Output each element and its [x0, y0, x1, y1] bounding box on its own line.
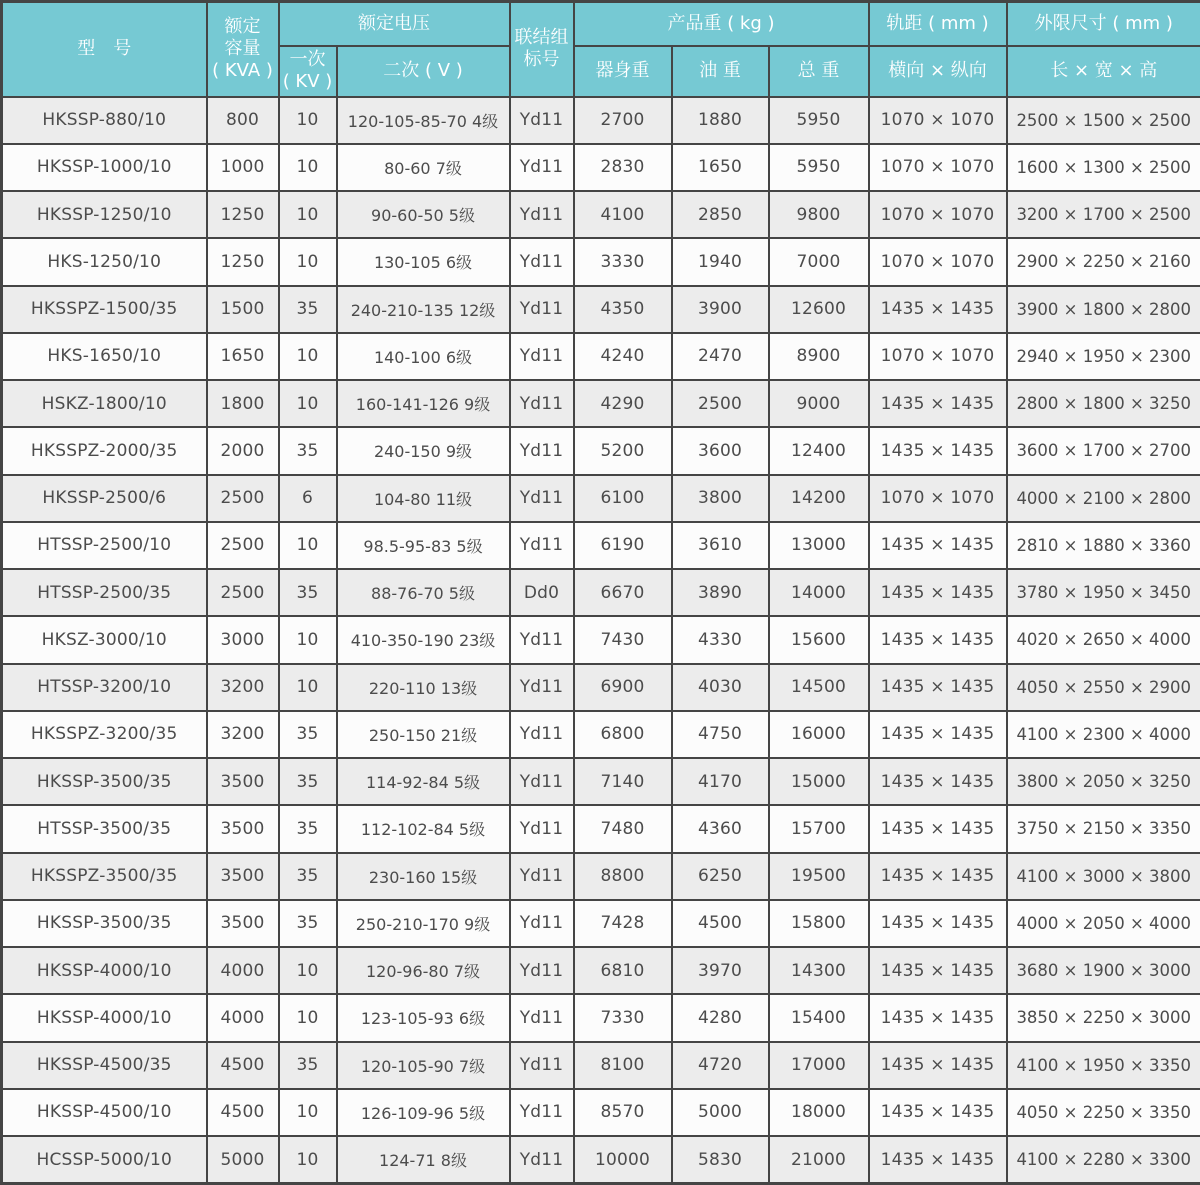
- connection-cell: Yd11: [510, 758, 574, 805]
- table-row: [2, 427, 1200, 474]
- col-header-total-weight: 总 重: [769, 46, 869, 97]
- oil-weight-cell: 5000: [672, 1089, 769, 1136]
- secondary-voltage-cell: 120-96-80 7级: [337, 947, 510, 994]
- gauge-cell: 1435 × 1435: [869, 286, 1007, 333]
- oil-weight-cell: 4030: [672, 664, 769, 711]
- col-header-dimensions-sub: 长 × 宽 × 高: [1007, 46, 1200, 97]
- secondary-voltage-cell: 230-160 15级: [337, 853, 510, 900]
- capacity-cell: 2000: [207, 427, 279, 474]
- capacity-cell: 1250: [207, 238, 279, 285]
- capacity-cell: 1000: [207, 144, 279, 191]
- connection-label-line1: 联结组: [514, 27, 569, 49]
- gauge-cell: 1435 × 1435: [869, 380, 1007, 427]
- oil-weight-cell: 4330: [672, 616, 769, 663]
- table-row: [2, 522, 1200, 569]
- capacity-cell: 4000: [207, 994, 279, 1041]
- primary-voltage-cell: 10: [279, 191, 337, 238]
- gauge-cell: 1435 × 1435: [869, 947, 1007, 994]
- connection-cell: Yd11: [510, 427, 574, 474]
- col-header-voltage-group: 额定电压: [279, 2, 510, 46]
- primary-voltage-cell: 35: [279, 711, 337, 758]
- capacity-cell: 1800: [207, 380, 279, 427]
- capacity-cell: 800: [207, 97, 279, 144]
- connection-cell: Yd11: [510, 333, 574, 380]
- connection-cell: Yd11: [510, 805, 574, 852]
- body-weight-cell: 6810: [574, 947, 672, 994]
- body-weight-cell: 6100: [574, 475, 672, 522]
- oil-weight-cell: 4750: [672, 711, 769, 758]
- gauge-cell: 1435 × 1435: [869, 1042, 1007, 1089]
- model-cell: HKSSP-3500/35: [2, 900, 207, 947]
- secondary-voltage-cell: 240-150 9级: [337, 427, 510, 474]
- dimensions-cell: 4100 × 2300 × 4000: [1007, 711, 1200, 758]
- secondary-voltage-cell: 410-350-190 23级: [337, 616, 510, 663]
- gauge-cell: 1435 × 1435: [869, 569, 1007, 616]
- table-row: [2, 853, 1200, 900]
- connection-cell: Yd11: [510, 900, 574, 947]
- connection-label-line2: 标号: [523, 49, 560, 71]
- primary-voltage-cell: 10: [279, 947, 337, 994]
- secondary-voltage-cell: 120-105-85-70 4级: [337, 97, 510, 144]
- capacity-cell: 1250: [207, 191, 279, 238]
- total-weight-cell: 9800: [769, 191, 869, 238]
- secondary-voltage-cell: 124-71 8级: [337, 1136, 510, 1184]
- table-row: [2, 238, 1200, 285]
- model-cell: HKSZ-3000/10: [2, 616, 207, 663]
- secondary-voltage-cell: 220-110 13级: [337, 664, 510, 711]
- total-weight-cell: 14200: [769, 475, 869, 522]
- dimensions-cell: 4000 × 2100 × 2800: [1007, 475, 1200, 522]
- total-weight-cell: 17000: [769, 1042, 869, 1089]
- total-weight-cell: 21000: [769, 1136, 869, 1184]
- connection-cell: Yd11: [510, 475, 574, 522]
- capacity-label-line3: ( KVA ): [212, 60, 273, 82]
- gauge-cell: 1070 × 1070: [869, 144, 1007, 191]
- table-row: [2, 664, 1200, 711]
- oil-weight-cell: 4170: [672, 758, 769, 805]
- model-cell: HKSSPZ-1500/35: [2, 286, 207, 333]
- connection-cell: Yd11: [510, 1089, 574, 1136]
- capacity-label-line1: 额定: [224, 16, 261, 38]
- primary-voltage-cell: 6: [279, 475, 337, 522]
- total-weight-cell: 19500: [769, 853, 869, 900]
- oil-weight-cell: 4360: [672, 805, 769, 852]
- model-cell: HKSSP-2500/6: [2, 475, 207, 522]
- primary-label-line2: ( KV ): [282, 71, 333, 92]
- body-weight-cell: 10000: [574, 1136, 672, 1184]
- table-row: [2, 1042, 1200, 1089]
- model-cell: HKSSP-1250/10: [2, 191, 207, 238]
- model-cell: HCSSP-5000/10: [2, 1136, 207, 1184]
- body-weight-cell: 8800: [574, 853, 672, 900]
- body-weight-cell: 4350: [574, 286, 672, 333]
- body-weight-cell: 7330: [574, 994, 672, 1041]
- col-header-dimensions-group: 外限尺寸 ( mm ): [1007, 2, 1200, 46]
- dimensions-cell: 2810 × 1880 × 3360: [1007, 522, 1200, 569]
- primary-voltage-cell: 10: [279, 333, 337, 380]
- secondary-voltage-cell: 80-60 7级: [337, 144, 510, 191]
- gauge-cell: 1070 × 1070: [869, 475, 1007, 522]
- connection-cell: Yd11: [510, 947, 574, 994]
- capacity-cell: 1500: [207, 286, 279, 333]
- model-cell: HKS-1650/10: [2, 333, 207, 380]
- gauge-cell: 1435 × 1435: [869, 900, 1007, 947]
- connection-cell: Yd11: [510, 1042, 574, 1089]
- connection-cell: Yd11: [510, 664, 574, 711]
- capacity-cell: 4000: [207, 947, 279, 994]
- table-row: [2, 286, 1200, 333]
- connection-cell: Dd0: [510, 569, 574, 616]
- table-row: [2, 711, 1200, 758]
- dimensions-cell: 4050 × 2550 × 2900: [1007, 664, 1200, 711]
- capacity-cell: 2500: [207, 522, 279, 569]
- connection-cell: Yd11: [510, 238, 574, 285]
- gauge-cell: 1070 × 1070: [869, 333, 1007, 380]
- oil-weight-cell: 1650: [672, 144, 769, 191]
- dimensions-cell: 1600 × 1300 × 2500: [1007, 144, 1200, 191]
- table-body: [2, 97, 1200, 1184]
- primary-voltage-cell: 10: [279, 522, 337, 569]
- gauge-cell: 1435 × 1435: [869, 805, 1007, 852]
- dimensions-cell: 2500 × 1500 × 2500: [1007, 97, 1200, 144]
- total-weight-cell: 9000: [769, 380, 869, 427]
- header-row-groups: [2, 2, 1200, 46]
- col-header-connection: [510, 2, 574, 97]
- secondary-voltage-cell: 98.5-95-83 5级: [337, 522, 510, 569]
- primary-voltage-cell: 10: [279, 664, 337, 711]
- oil-weight-cell: 3600: [672, 427, 769, 474]
- dimensions-cell: 4100 × 3000 × 3800: [1007, 853, 1200, 900]
- model-cell: HSKZ-1800/10: [2, 380, 207, 427]
- capacity-cell: 3200: [207, 664, 279, 711]
- primary-voltage-cell: 10: [279, 97, 337, 144]
- secondary-voltage-cell: 250-150 21级: [337, 711, 510, 758]
- capacity-label-line2: 容量: [224, 38, 261, 60]
- model-cell: HKSSP-4500/10: [2, 1089, 207, 1136]
- capacity-cell: 2500: [207, 475, 279, 522]
- model-cell: HKSSP-4000/10: [2, 994, 207, 1041]
- connection-cell: Yd11: [510, 853, 574, 900]
- dimensions-cell: 2940 × 1950 × 2300: [1007, 333, 1200, 380]
- primary-voltage-cell: 10: [279, 144, 337, 191]
- oil-weight-cell: 4500: [672, 900, 769, 947]
- total-weight-cell: 16000: [769, 711, 869, 758]
- total-weight-cell: 15000: [769, 758, 869, 805]
- gauge-cell: 1070 × 1070: [869, 191, 1007, 238]
- total-weight-cell: 12400: [769, 427, 869, 474]
- capacity-cell: 5000: [207, 1136, 279, 1184]
- model-cell: HTSSP-2500/35: [2, 569, 207, 616]
- primary-voltage-cell: 10: [279, 238, 337, 285]
- oil-weight-cell: 3610: [672, 522, 769, 569]
- capacity-cell: 2500: [207, 569, 279, 616]
- gauge-cell: 1070 × 1070: [869, 238, 1007, 285]
- dimensions-cell: 3680 × 1900 × 3000: [1007, 947, 1200, 994]
- oil-weight-cell: 3800: [672, 475, 769, 522]
- body-weight-cell: 8570: [574, 1089, 672, 1136]
- gauge-cell: 1435 × 1435: [869, 522, 1007, 569]
- body-weight-cell: 5200: [574, 427, 672, 474]
- col-header-weight-group: 产品重 ( kg ): [574, 2, 869, 46]
- table-row: [2, 191, 1200, 238]
- gauge-cell: 1435 × 1435: [869, 711, 1007, 758]
- capacity-cell: 3500: [207, 805, 279, 852]
- body-weight-cell: 6670: [574, 569, 672, 616]
- dimensions-cell: 2900 × 2250 × 2160: [1007, 238, 1200, 285]
- capacity-cell: 1650: [207, 333, 279, 380]
- primary-voltage-cell: 35: [279, 569, 337, 616]
- capacity-cell: 4500: [207, 1042, 279, 1089]
- primary-voltage-cell: 35: [279, 758, 337, 805]
- body-weight-cell: 3330: [574, 238, 672, 285]
- dimensions-cell: 3800 × 2050 × 3250: [1007, 758, 1200, 805]
- model-cell: HTSSP-2500/10: [2, 522, 207, 569]
- body-weight-cell: 6900: [574, 664, 672, 711]
- oil-weight-cell: 4280: [672, 994, 769, 1041]
- oil-weight-cell: 2850: [672, 191, 769, 238]
- total-weight-cell: 5950: [769, 97, 869, 144]
- primary-voltage-cell: 10: [279, 1136, 337, 1184]
- primary-voltage-cell: 35: [279, 900, 337, 947]
- gauge-cell: 1435 × 1435: [869, 664, 1007, 711]
- col-header-gauge-sub: 横向 × 纵向: [869, 46, 1007, 97]
- table-row: [2, 475, 1200, 522]
- dimensions-cell: 3600 × 1700 × 2700: [1007, 427, 1200, 474]
- oil-weight-cell: 3970: [672, 947, 769, 994]
- secondary-voltage-cell: 104-80 11级: [337, 475, 510, 522]
- table-header: [2, 2, 1200, 97]
- secondary-voltage-cell: 140-100 6级: [337, 333, 510, 380]
- primary-voltage-cell: 35: [279, 805, 337, 852]
- body-weight-cell: 7140: [574, 758, 672, 805]
- table-row: [2, 758, 1200, 805]
- col-header-model-label: 型 号: [77, 38, 132, 60]
- model-cell: HKSSPZ-3200/35: [2, 711, 207, 758]
- secondary-voltage-cell: 126-109-96 5级: [337, 1089, 510, 1136]
- oil-weight-cell: 3890: [672, 569, 769, 616]
- dimensions-cell: 4020 × 2650 × 4000: [1007, 616, 1200, 663]
- total-weight-cell: 15700: [769, 805, 869, 852]
- capacity-cell: 3000: [207, 616, 279, 663]
- total-weight-cell: 14300: [769, 947, 869, 994]
- model-cell: HKSSPZ-3500/35: [2, 853, 207, 900]
- table-row: [2, 805, 1200, 852]
- body-weight-cell: 4290: [574, 380, 672, 427]
- oil-weight-cell: 6250: [672, 853, 769, 900]
- connection-cell: Yd11: [510, 97, 574, 144]
- total-weight-cell: 14000: [769, 569, 869, 616]
- primary-voltage-cell: 10: [279, 994, 337, 1041]
- model-cell: HKS-1250/10: [2, 238, 207, 285]
- body-weight-cell: 6190: [574, 522, 672, 569]
- secondary-voltage-cell: 114-92-84 5级: [337, 758, 510, 805]
- gauge-cell: 1435 × 1435: [869, 1089, 1007, 1136]
- connection-cell: Yd11: [510, 191, 574, 238]
- table-row: [2, 616, 1200, 663]
- col-header-oil-weight: 油 重: [672, 46, 769, 97]
- body-weight-cell: 2830: [574, 144, 672, 191]
- table-row: [2, 900, 1200, 947]
- primary-voltage-cell: 35: [279, 853, 337, 900]
- table-row: [2, 97, 1200, 144]
- col-header-voltage-secondary: 二次 ( V ): [337, 46, 510, 97]
- body-weight-cell: 4240: [574, 333, 672, 380]
- col-header-model: [2, 2, 207, 97]
- secondary-voltage-cell: 250-210-170 9级: [337, 900, 510, 947]
- oil-weight-cell: 3900: [672, 286, 769, 333]
- body-weight-cell: 6800: [574, 711, 672, 758]
- capacity-cell: 4500: [207, 1089, 279, 1136]
- secondary-voltage-cell: 240-210-135 12级: [337, 286, 510, 333]
- dimensions-cell: 2800 × 1800 × 3250: [1007, 380, 1200, 427]
- connection-cell: Yd11: [510, 144, 574, 191]
- total-weight-cell: 8900: [769, 333, 869, 380]
- gauge-cell: 1435 × 1435: [869, 616, 1007, 663]
- oil-weight-cell: 4720: [672, 1042, 769, 1089]
- oil-weight-cell: 5830: [672, 1136, 769, 1184]
- body-weight-cell: 2700: [574, 97, 672, 144]
- table-row: [2, 1136, 1200, 1184]
- model-cell: HTSSP-3200/10: [2, 664, 207, 711]
- body-weight-cell: 7430: [574, 616, 672, 663]
- model-cell: HKSSP-3500/35: [2, 758, 207, 805]
- secondary-voltage-cell: 123-105-93 6级: [337, 994, 510, 1041]
- primary-voltage-cell: 35: [279, 427, 337, 474]
- dimensions-cell: 3850 × 2250 × 3000: [1007, 994, 1200, 1041]
- total-weight-cell: 7000: [769, 238, 869, 285]
- total-weight-cell: 13000: [769, 522, 869, 569]
- model-cell: HTSSP-3500/35: [2, 805, 207, 852]
- secondary-voltage-cell: 130-105 6级: [337, 238, 510, 285]
- model-cell: HKSSP-4500/35: [2, 1042, 207, 1089]
- oil-weight-cell: 1940: [672, 238, 769, 285]
- total-weight-cell: 18000: [769, 1089, 869, 1136]
- body-weight-cell: 7480: [574, 805, 672, 852]
- col-header-body-weight: 器身重: [574, 46, 672, 97]
- table-row: [2, 994, 1200, 1041]
- table-row: [2, 380, 1200, 427]
- gauge-cell: 1070 × 1070: [869, 97, 1007, 144]
- oil-weight-cell: 2470: [672, 333, 769, 380]
- connection-cell: Yd11: [510, 380, 574, 427]
- connection-cell: Yd11: [510, 522, 574, 569]
- primary-label-line1: 一次: [289, 49, 326, 71]
- dimensions-cell: 3780 × 1950 × 3450: [1007, 569, 1200, 616]
- gauge-cell: 1435 × 1435: [869, 1136, 1007, 1184]
- connection-cell: Yd11: [510, 286, 574, 333]
- total-weight-cell: 5950: [769, 144, 869, 191]
- col-header-gauge-group: 轨距 ( mm ): [869, 2, 1007, 46]
- gauge-cell: 1435 × 1435: [869, 758, 1007, 805]
- primary-voltage-cell: 10: [279, 1089, 337, 1136]
- primary-voltage-cell: 35: [279, 286, 337, 333]
- primary-voltage-cell: 10: [279, 380, 337, 427]
- secondary-voltage-cell: 90-60-50 5级: [337, 191, 510, 238]
- dimensions-cell: 4050 × 2250 × 3350: [1007, 1089, 1200, 1136]
- secondary-voltage-cell: 120-105-90 7级: [337, 1042, 510, 1089]
- total-weight-cell: 12600: [769, 286, 869, 333]
- model-cell: HKSSP-1000/10: [2, 144, 207, 191]
- oil-weight-cell: 2500: [672, 380, 769, 427]
- dimensions-cell: 3200 × 1700 × 2500: [1007, 191, 1200, 238]
- gauge-cell: 1435 × 1435: [869, 853, 1007, 900]
- gauge-cell: 1435 × 1435: [869, 994, 1007, 1041]
- connection-cell: Yd11: [510, 616, 574, 663]
- body-weight-cell: 7428: [574, 900, 672, 947]
- dimensions-cell: 3750 × 2150 × 3350: [1007, 805, 1200, 852]
- connection-cell: Yd11: [510, 1136, 574, 1184]
- capacity-cell: 3200: [207, 711, 279, 758]
- col-header-capacity: [207, 2, 279, 97]
- capacity-cell: 3500: [207, 758, 279, 805]
- col-header-voltage-primary: [279, 46, 337, 97]
- secondary-voltage-cell: 88-76-70 5级: [337, 569, 510, 616]
- primary-voltage-cell: 10: [279, 616, 337, 663]
- oil-weight-cell: 1880: [672, 97, 769, 144]
- secondary-voltage-cell: 160-141-126 9级: [337, 380, 510, 427]
- model-cell: HKSSP-4000/10: [2, 947, 207, 994]
- dimensions-cell: 4100 × 2280 × 3300: [1007, 1136, 1200, 1184]
- dimensions-cell: 4100 × 1950 × 3350: [1007, 1042, 1200, 1089]
- body-weight-cell: 4100: [574, 191, 672, 238]
- connection-cell: Yd11: [510, 711, 574, 758]
- table-row: [2, 144, 1200, 191]
- gauge-cell: 1435 × 1435: [869, 427, 1007, 474]
- model-cell: HKSSPZ-2000/35: [2, 427, 207, 474]
- dimensions-cell: 3900 × 1800 × 2800: [1007, 286, 1200, 333]
- table-row: [2, 947, 1200, 994]
- body-weight-cell: 8100: [574, 1042, 672, 1089]
- secondary-voltage-cell: 112-102-84 5级: [337, 805, 510, 852]
- model-cell: HKSSP-880/10: [2, 97, 207, 144]
- table-row: [2, 1089, 1200, 1136]
- table-row: [2, 333, 1200, 380]
- capacity-cell: 3500: [207, 900, 279, 947]
- total-weight-cell: 14500: [769, 664, 869, 711]
- table-row: [2, 569, 1200, 616]
- total-weight-cell: 15600: [769, 616, 869, 663]
- connection-cell: Yd11: [510, 994, 574, 1041]
- primary-voltage-cell: 35: [279, 1042, 337, 1089]
- dimensions-cell: 4000 × 2050 × 4000: [1007, 900, 1200, 947]
- total-weight-cell: 15800: [769, 900, 869, 947]
- total-weight-cell: 15400: [769, 994, 869, 1041]
- capacity-cell: 3500: [207, 853, 279, 900]
